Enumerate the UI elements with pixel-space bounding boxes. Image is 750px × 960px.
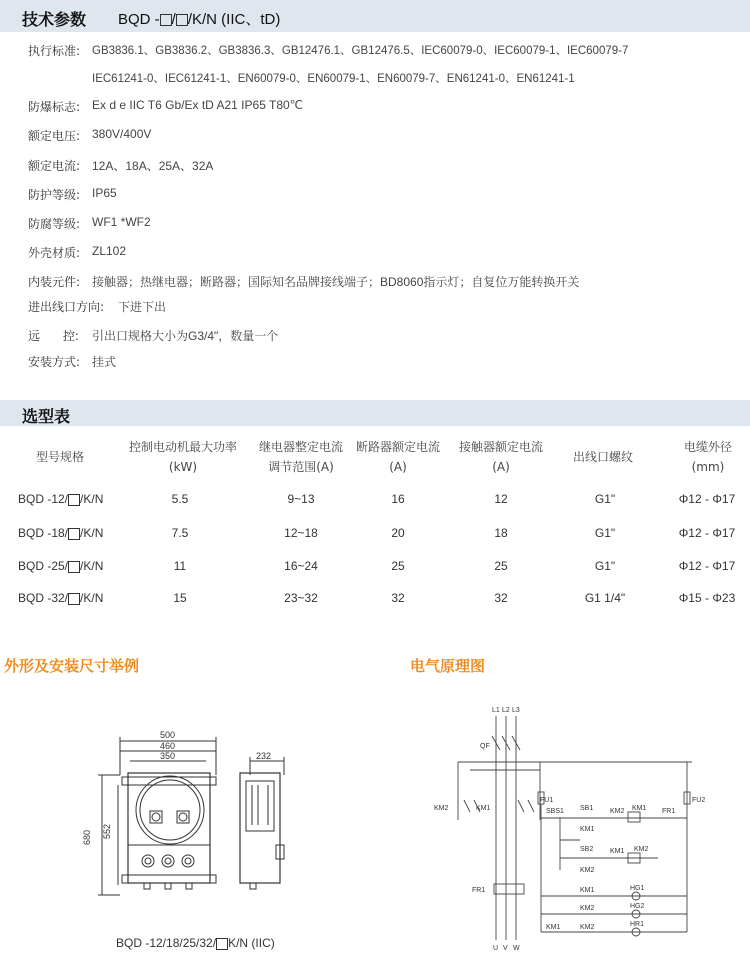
cell-breaker: 32 [391,591,405,605]
cell-power: 5.5 [171,492,189,506]
dim-232: 232 [256,751,272,761]
label-km2c: KM2 [634,846,649,853]
cell-breaker: 16 [391,492,405,506]
label-km2d: KM2 [580,867,595,874]
col-header-relay: 继电器整定电流 调节范围(A) [258,440,343,474]
spec-label-material: 外壳材质: [28,246,81,260]
label-u: U [493,945,499,952]
cell-thread: G1" [594,492,616,506]
cell-model: BQD -32/ /K/N [18,591,104,605]
label-hg1: HG1 [630,885,645,892]
label-km1e: KM1 [580,887,595,894]
label-hg2: HG2 [630,903,645,910]
label-km2e: KM2 [580,905,595,912]
dim-460: 460 [160,741,176,751]
cell-relay: 23~32 [284,591,318,605]
cell-model: BQD -25/ /K/N [18,559,104,573]
cell-model: BQD -18/ /K/N [18,526,104,540]
label-sb1: SB1 [580,805,594,812]
label-v: V [503,945,508,952]
spec-label-standard: 执行标准: [28,44,81,58]
spec-value-remote: 引出口规格大小为G3/4"，数量一个 [92,329,279,343]
label-fu2: FU2 [692,797,706,804]
model-code: BQD - / /K/N (IIC、tD) [118,11,281,28]
label-fr1: FR1 [662,808,676,815]
label-km1b: KM1 [632,805,647,812]
placeholder-box-icon [216,938,228,950]
cell-contactor: 32 [494,591,508,605]
dimensions-title: 外形及安装尺寸举例 [4,657,140,675]
spec-value-current: 12A、18A、25A、32A [92,159,214,173]
cell-power: 15 [173,591,187,605]
spec-value-material: ZL102 [92,244,127,258]
spec-value-voltage: 380V/400V [92,127,152,141]
selection-title: 选型表 [22,407,71,426]
label-w: W [513,945,520,952]
cell-relay: 9~13 [287,492,315,506]
placeholder-box-icon [68,561,80,573]
spec-label-protection: 防护等级: [28,188,81,202]
placeholder-box-icon [176,14,188,26]
spec-label-direction: 进出线口方向: [28,300,105,314]
placeholder-box-icon [160,14,172,26]
cell-relay: 12~18 [284,526,318,540]
spec-value-protection: IP65 [92,186,117,200]
placeholder-box-icon [68,528,80,540]
label-hr1: HR1 [630,921,645,928]
cell-thread: G1" [594,559,616,573]
label-km1d: KM1 [610,848,625,855]
placeholder-box-icon [68,494,80,506]
cell-thread: G1" [594,526,616,540]
cell-cable: Φ15 - Φ23 [678,591,736,605]
col-header-cable: 电缆外径 (mm) [683,440,732,474]
col-header-power: 控制电动机最大功率 (kW) [128,440,237,474]
dim-350: 350 [160,751,176,761]
spec-label-current: 额定电流: [28,159,81,173]
cell-power: 7.5 [171,526,189,540]
tech-title: 技术参数 [22,10,87,29]
label-l1: L1 [492,707,500,714]
spec-value-standard: GB3836.1、GB3836.2、GB3836.3、GB12476.1、GB12476.5、IEC60079-0、IEC60079-1、IEC60079-7 [92,45,629,57]
label-km1f: KM1 [546,924,561,931]
spec-label-components: 内装元件: [28,275,81,289]
label-fr1b: FR1 [472,887,486,894]
label-km1: KM1 [476,805,491,812]
label-sb2: SB2 [580,846,594,853]
electrical-schematic [430,700,720,960]
dim-552: 552 [102,823,112,839]
spec-label-anticorrosion: 防腐等级: [28,217,81,231]
label-sbs1: SBS1 [546,808,564,815]
col-header-contactor: 接触器额定电流 (A) [458,440,543,474]
spec-label-voltage: 额定电压: [28,129,81,143]
spec-value-exmark: Ex d e IIC T6 Gb/Ex tD A21 IP65 T80℃ [92,98,304,112]
dimension-drawing [80,685,400,955]
spec-label-remote: 远 控: [28,329,79,343]
cell-relay: 16~24 [284,559,318,573]
label-l3: L3 [512,707,520,714]
selection-header-band [0,400,750,426]
cell-cable: Φ12 - Φ17 [678,559,736,573]
label-km2f: KM2 [580,924,595,931]
label-km2b: KM2 [610,808,625,815]
cell-model: BQD -12/ /K/N [18,492,104,506]
spec-value-direction: 下进下出 [118,300,167,314]
cell-cable: Φ12 - Φ17 [678,526,736,540]
label-km2: KM2 [434,805,449,812]
cell-thread: G1 1/4" [584,591,626,605]
schematic-title: 电气原理图 [410,657,486,675]
cell-contactor: 25 [494,559,508,573]
spec-value-components: 接触器；热继电器；断路器；国际知名品牌接线端子；BD8060指示灯；自复位万能转换开关 [92,275,580,289]
col-header-model: 型号规格 [35,450,84,464]
label-l2: L2 [502,707,510,714]
col-header-breaker: 断路器额定电流 (A) [355,440,440,474]
label-km1c: KM1 [580,826,595,833]
spec-value-standard-2: IEC61241-0、IEC61241-1、EN60079-0、EN60079-1、EN60079-7、EN61241-0、EN61241-1 [92,73,575,85]
dim-680: 680 [82,829,92,845]
placeholder-box-icon [68,593,80,605]
cell-cable: Φ12 - Φ17 [678,492,736,506]
cell-breaker: 25 [391,559,405,573]
cell-contactor: 12 [494,492,508,506]
cell-breaker: 20 [391,526,405,540]
tech-header-band [0,0,750,32]
dimension-caption: BQD -12/18/25/32/ K/N (IIC) [116,936,275,950]
spec-label-exmark: 防爆标志: [28,100,81,114]
label-fu1: FU1 [540,797,554,804]
dim-500: 500 [160,730,176,740]
spec-label-mounting: 安装方式: [28,355,81,369]
cell-power: 11 [173,559,187,573]
spec-value-mounting: 挂式 [92,355,117,369]
col-header-thread: 出线口螺纹 [572,450,633,464]
spec-value-anticorrosion: WF1 *WF2 [92,215,151,229]
cell-contactor: 18 [494,526,508,540]
label-qf: QF [480,743,490,750]
